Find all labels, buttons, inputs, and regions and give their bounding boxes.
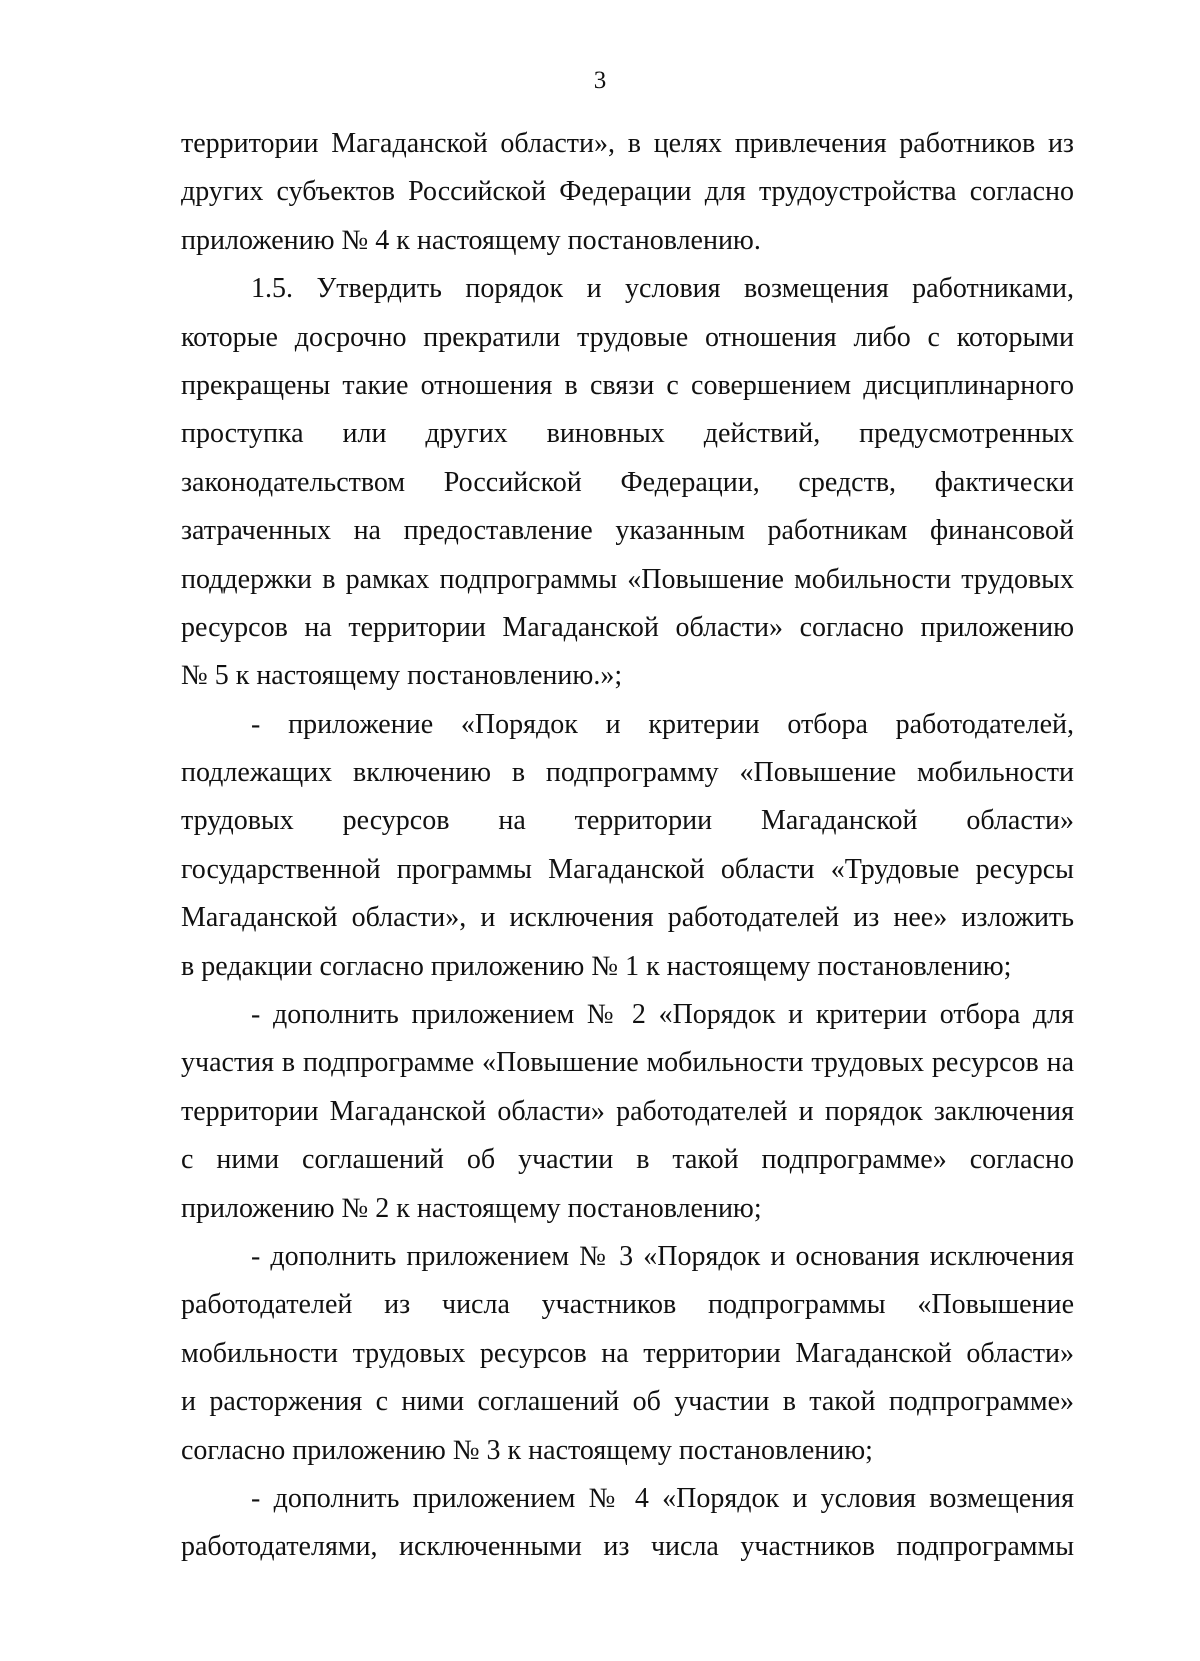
text-line: законодательством Российской Федерации, средств, фактически bbox=[181, 466, 1074, 498]
text-line: - дополнить приложением № 4 «Порядок и условия возмещения bbox=[251, 1482, 1074, 1514]
text-line: Магаданской области», и исключения работодателей из нее» изложить bbox=[181, 902, 1074, 934]
text-line: приложению № 2 к настоящему постановлению; bbox=[181, 1192, 762, 1224]
text-line: - дополнить приложением № 2 «Порядок и критерии отбора для bbox=[251, 999, 1074, 1031]
text-line: трудовых ресурсов на территории Магаданской области» bbox=[181, 805, 1074, 837]
text-line: прекращены такие отношения в связи с совершением дисциплинарного bbox=[181, 369, 1074, 401]
text-line: и расторжения с ними соглашений об участии в такой подпрограмме» bbox=[181, 1386, 1074, 1418]
text-line: проступка или других виновных действий, предусмотренных bbox=[181, 418, 1074, 450]
text-line: других субъектов Российской Федерации для трудоустройства согласно bbox=[181, 176, 1074, 208]
text-line: участия в подпрограмме «Повышение мобильности трудовых ресурсов на bbox=[181, 1047, 1074, 1079]
text-line: ресурсов на территории Магаданской области» согласно приложению bbox=[181, 611, 1074, 643]
text-line: работодателями, исключенными из числа участников подпрограммы bbox=[181, 1531, 1074, 1563]
text-line: 1.5. Утвердить порядок и условия возмещения работниками, bbox=[251, 273, 1074, 305]
text-line: работодателей из числа участников подпрограммы «Повышение bbox=[181, 1289, 1074, 1321]
document-body bbox=[181, 120, 1074, 1572]
text-line: подлежащих включению в подпрограмму «Повышение мобильности bbox=[181, 757, 1074, 789]
text-line: в редакции согласно приложению № 1 к настоящему постановлению; bbox=[181, 950, 1012, 982]
text-line: № 5 к настоящему постановлению.»; bbox=[181, 660, 623, 692]
text-line: государственной программы Магаданской области «Трудовые ресурсы bbox=[181, 853, 1074, 885]
text-line: территории Магаданской области», в целях привлечения работников из bbox=[181, 128, 1074, 159]
page-number: 3 bbox=[593, 67, 607, 94]
text-line: с ними соглашений об участии в такой подпрограмме» согласно bbox=[181, 1144, 1074, 1176]
text-line: затраченных на предоставление указанным работникам финансовой bbox=[181, 515, 1074, 547]
text-line: - приложение «Порядок и критерии отбора работодателей, bbox=[251, 708, 1074, 740]
text-line: приложению № 4 к настоящему постановлению. bbox=[181, 224, 761, 256]
text-line: мобильности трудовых ресурсов на территории Магаданской области» bbox=[181, 1337, 1074, 1369]
text-line: которые досрочно прекратили трудовые отношения либо с которыми bbox=[181, 321, 1074, 353]
text-line: территории Магаданской области» работодателей и порядок заключения bbox=[181, 1095, 1074, 1127]
text-line: поддержки в рамках подпрограммы «Повышение мобильности трудовых bbox=[181, 563, 1074, 595]
text-line: согласно приложению № 3 к настоящему постановлению; bbox=[181, 1434, 873, 1466]
text-line: - дополнить приложением № 3 «Порядок и основания исключения bbox=[251, 1240, 1074, 1272]
